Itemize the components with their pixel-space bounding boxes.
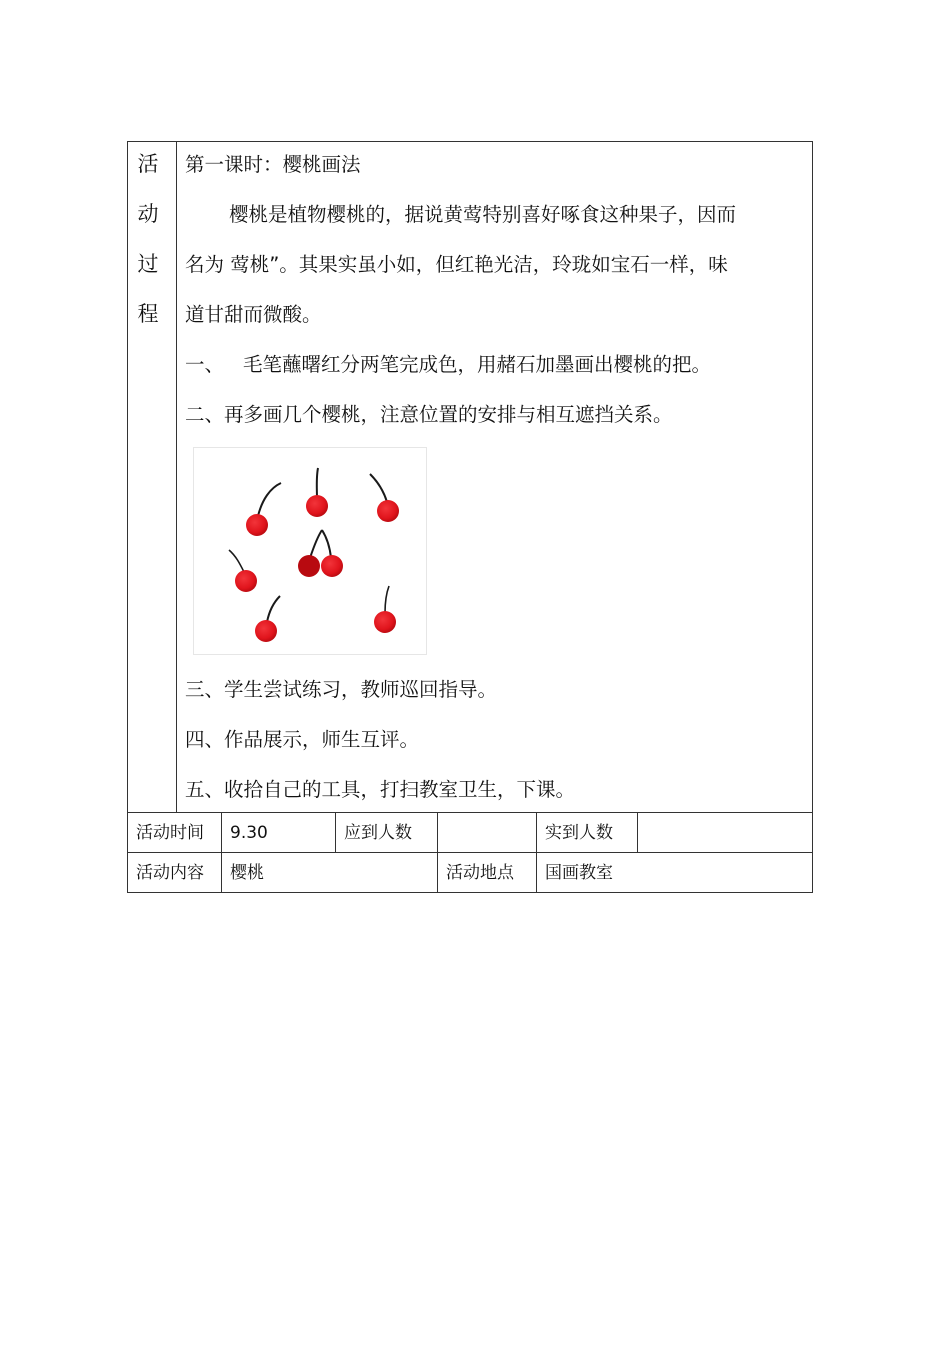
cherry-fruit [321,555,343,577]
cherry-fruit [235,570,257,592]
process-label-char-2: 动 [137,202,159,226]
activity-process-row [128,142,812,813]
cherry-stem [310,530,322,558]
step-5-text: 五、收拾自己的工具，打扫教室卫生，下课。 [185,778,576,801]
cherry-stem [370,474,387,502]
step-1-text: 毛笔蘸曙红分两笔完成色，用赭石加墨画出樱桃的把。 [243,353,712,376]
intro-line-2: 名为 莺桃”。其果实虽小如，但红艳光洁，玲珑如宝石一样，味 [185,253,728,276]
step-2-text: 二、再多画几个樱桃，注意位置的安排与相互遮挡关系。 [185,403,673,426]
cherry-painting-svg [194,448,426,654]
activity-content-value: 樱桃 [230,862,264,883]
cherry-stem [385,586,389,613]
intro-line-3: 道甘甜而微酸。 [185,303,322,326]
cherry-fruit [298,555,320,577]
process-label-char-4: 程 [137,302,159,326]
activity-location-label: 活动地点 [446,862,514,883]
cherry-fruit [255,620,277,642]
actual-count-label: 实到人数 [545,822,613,843]
cherry-stem [258,483,281,516]
activity-record-table [127,141,813,893]
intro-line-1: 樱桃是植物樱桃的，据说黄莺特别喜好啄食这种果子，因而 [229,203,737,226]
cherry-stem [229,550,244,572]
step-1-number: 一、 [185,353,225,376]
cherry-fruit [306,495,328,517]
cherry-fruit [377,500,399,522]
cherry-fruit [246,514,268,536]
cherry-fruit [374,611,396,633]
step-3-text: 三、学生尝试练习，教师巡回指导。 [185,678,498,701]
cherry-painting-image [193,447,427,655]
step-4-text: 四、作品展示，师生互评。 [185,728,420,751]
process-label-char-1: 活 [137,152,159,176]
actual-count-value [638,813,812,852]
activity-content-label: 活动内容 [136,862,204,883]
activity-time-label: 活动时间 [136,822,204,843]
lesson-title: 第一课时：樱桃画法 [185,153,361,176]
expected-count-label: 应到人数 [344,822,412,843]
activity-process-label [128,142,177,812]
activity-location-value: 国画教室 [545,862,613,883]
expected-count-value [438,813,536,852]
activity-process-content [177,142,812,812]
process-label-char-3: 过 [137,252,159,276]
cherry-stem [322,530,331,558]
cherry-stem [267,596,280,622]
activity-time-value: 9.30 [230,822,268,843]
